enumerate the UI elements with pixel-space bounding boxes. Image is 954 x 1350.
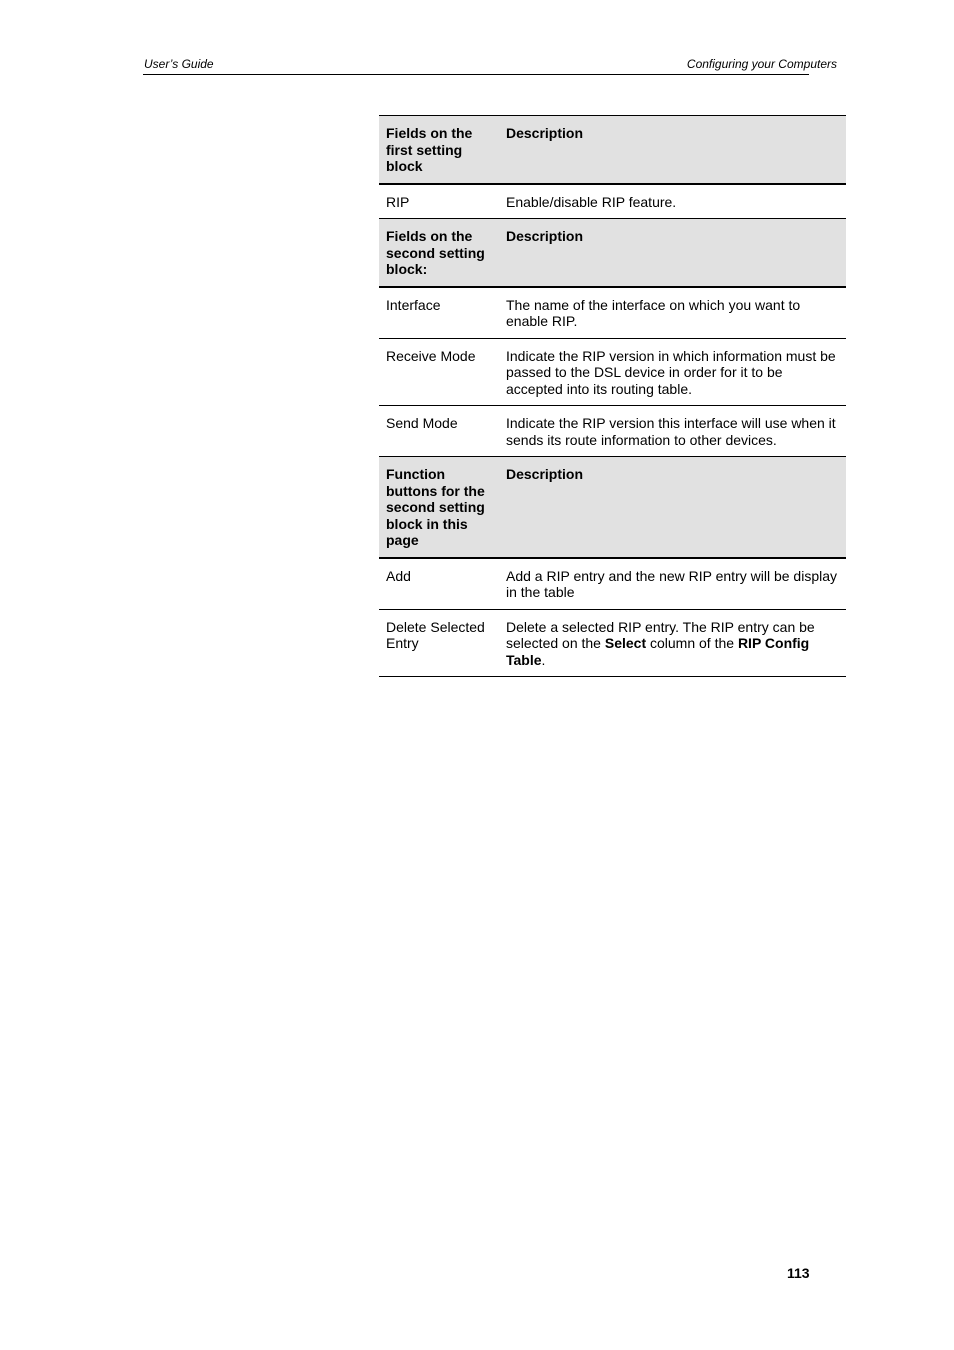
field-description-cell <box>499 609 846 677</box>
rip-config-table-term: RIP Config Table <box>506 635 810 668</box>
select-column-term: Select <box>604 635 647 651</box>
table-section-header <box>379 219 846 287</box>
field-description-table <box>379 115 846 677</box>
field-description-cell: Enable/disable RIP feature. <box>499 184 846 219</box>
table-row <box>379 338 846 406</box>
header-cell-description: Description <box>499 116 846 184</box>
table-row <box>379 406 846 457</box>
description-text: . <box>541 651 546 668</box>
field-description-cell: Indicate the RIP version this interface will use when it sends its route information to other devices. <box>499 406 846 457</box>
table-section-header <box>379 116 846 184</box>
table-row <box>379 287 846 339</box>
header-cell-field: Fields on the first setting block <box>379 116 499 184</box>
field-name-cell: Receive Mode <box>379 338 499 406</box>
field-name-cell: Interface <box>379 287 499 339</box>
running-header <box>143 57 837 75</box>
field-name-cell: Send Mode <box>379 406 499 457</box>
description-text: column of the <box>646 635 738 651</box>
page-number: 113 <box>787 1265 810 1281</box>
header-cell-field: Fields on the second setting block: <box>379 219 499 287</box>
header-cell-field: Function buttons for the second setting block in this page <box>379 457 499 558</box>
field-name-cell: Delete Selected Entry <box>379 609 499 677</box>
table-row <box>379 558 846 610</box>
header-left-title: User’s Guide <box>144 57 214 71</box>
field-name-cell: RIP <box>379 184 499 219</box>
field-description-cell: The name of the interface on which you want to enable RIP. <box>499 287 846 339</box>
header-right-title: Configuring your Computers <box>686 57 837 71</box>
header-cell-description: Description <box>499 219 846 287</box>
field-name-cell: Add <box>379 558 499 610</box>
field-description-cell: Indicate the RIP version in which information must be passed to the DSL device in order for it to be accepted into its routing table. <box>499 338 846 406</box>
header-cell-description: Description <box>499 457 846 558</box>
table-section-header <box>379 457 846 558</box>
field-description-cell: Add a RIP entry and the new RIP entry will be display in the table <box>499 558 846 610</box>
table-row <box>379 609 846 677</box>
description-text: Delete a selected RIP entry. The RIP entry can be selected on the <box>506 618 815 651</box>
table-row <box>379 184 846 219</box>
